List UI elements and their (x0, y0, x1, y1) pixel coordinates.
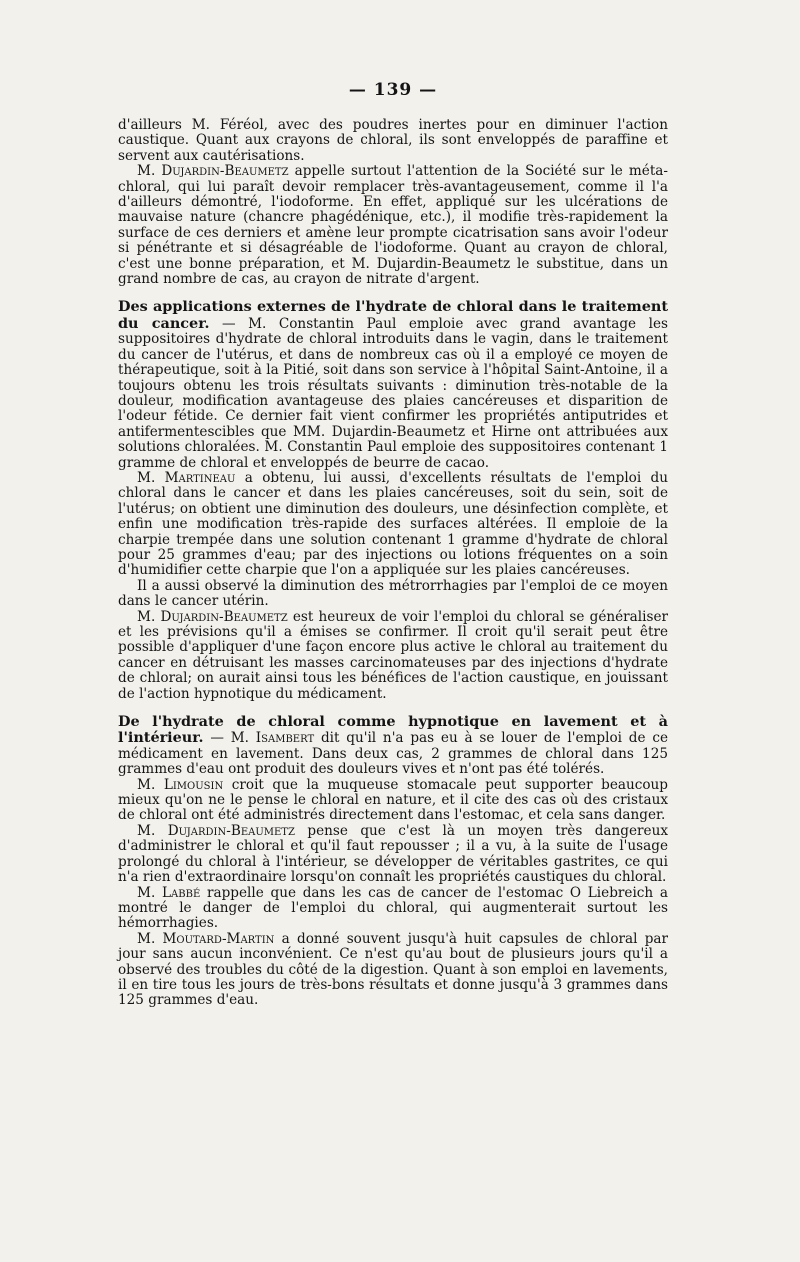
page-number: — 139 — (348, 80, 438, 100)
paragraph-text: est heureux de voir l'emploi du chloral se généraliser et les prévisions qu'il a émises se confirmer. Il croit qu'il serait peut être possible d'appliquer d'une façon encore plus active le chloral au traitement du cancer en détruisant les masses carcinomateuses par des injections d'hydrate de chloral; on aurait ainsi tous les bénéfices de l'action caustique, en jouissant de l'action hypnotique du médicament. (118, 608, 668, 702)
paragraph-text: — M. (203, 730, 256, 747)
paragraph-text: a obtenu, lui aussi, d'excellents résultats de l'emploi du chloral dans le cancer et dans les plaies cancéreuses, soit du sein, soit de l'utérus; on obtient une diminution des douleurs, une désinfection complète, et enfin une modification très-rapide des surfaces altérées. Il emploie de la charpie trempée dans une solution contenant 1 gramme d'hydrate de chloral pour 25 grammes d'eau; par des injections ou lotions fréquentes on a soin d'humidifier cette charpie que l'on a appliquée sur les plaies cancéreuses. (118, 469, 668, 579)
paragraph-4 (118, 471, 668, 579)
paragraph-2 (118, 164, 668, 287)
paragraph-text: rappelle que dans les cas de cancer de l'estomac O Liebreich a montré le danger de l'emploi du chloral, qui augmenterait surtout les hémorrhagies. (118, 884, 668, 932)
paragraph-text: appelle surtout l'attention de la Société sur le méta-chloral, qui lui paraît devoir remplacer très-avantageusement, comme il l'a d'ailleurs démontré, l'iodoforme. En effet, appliqué sur les ulcérations de mauvaise nature (chancre phagédénique, etc.), il modifie très-rapidement la surface de ces derniers et amène leur prompte cicatrisation sans avoir l'odeur si pénétrante et si désagréable de l'iodoforme. Quant au crayon de chloral, c'est une bonne préparation, et M. Dujardin-Beaumetz le substitue, dans un grand nombre de cas, au crayon de nitrate d'argent. (118, 163, 668, 288)
speaker-name: M. Dujardin-Beaumetz (137, 822, 295, 839)
speaker-name: M. Martineau (137, 469, 236, 486)
paragraph-text: dit qu'il n'a pas eu à se louer de l'emploi de ce médicament en lavement. Dans deux cas, 2 grammes de chloral dans 125 grammes d'eau ont produit des douleurs vives et n'ont pas été tolérés. (118, 730, 668, 778)
body-text (118, 118, 668, 1009)
paragraph-5: Il a aussi observé la diminution des métrorrhagies par l'emploi de ce moyen dans le cancer utérin. (118, 577, 668, 610)
speaker-name: M. Dujardin-Beaumetz (137, 163, 289, 180)
speaker-name: Isambert (255, 730, 315, 747)
speaker-name: M. Limousin (137, 776, 224, 793)
paragraph-text: a donné souvent jusqu'à huit capsules de chloral par jour sans aucun inconvénient. Ce n'est qu'au bout de plusieurs jours qu'il a observé des troubles du côté de la digestion. Quant à son emploi en lavements, il en tire tous les jours de très-bons résultats et donne jusqu'à 3 grammes dans 125 grammes d'eau. (118, 930, 668, 1009)
paragraph-11 (118, 932, 668, 1009)
paragraph-1: d'ailleurs M. Féréol, avec des poudres inertes pour en diminuer l'action caustique. Quant aux crayons de chloral, ils sont enveloppés de paraffine et servent aux cautérisations. (118, 117, 668, 164)
paragraph-8 (118, 778, 668, 824)
paragraph-text: pense que c'est là un moyen très dangereux d'administrer le chloral et qu'il faut repousser ; il a vu, à la suite de l'usage prolongé du chloral à l'intérieur, se développer de véritables gastrites, ce qui n'a rien d'extraordinaire lorsqu'on connaît les propriétés caustiques du chloral. (118, 822, 668, 886)
paragraph-6 (118, 610, 668, 702)
section-cancer (118, 299, 668, 470)
paragraph-9 (118, 824, 668, 886)
paragraph-10 (118, 886, 668, 932)
section-hypnotic (118, 714, 668, 778)
speaker-name: M. Labbé (137, 884, 201, 901)
speaker-name: M. Moutard-Martin (137, 930, 275, 947)
paragraph-text: croit que la muqueuse stomacale peut supporter beaucoup mieux qu'on ne le pense le chloral en nature, et il cite des cas où des cristaux de chloral ont été administrés directement dans l'estomac, et cela sans danger. (118, 776, 668, 824)
section-heading-cancer: Des applications externes de l'hydrate de chloral dans le traitement du cancer. (118, 298, 668, 332)
speaker-name: M. Dujardin-Beaumetz (137, 608, 288, 625)
section-heading-hypnotic: De l'hydrate de chloral comme hypnotique en lavement et à l'intérieur. (118, 713, 668, 747)
paragraph-text: — M. Constantin Paul emploie avec grand avantage les suppositoires d'hydrate de chloral introduits dans le vagin, dans le traitement du cancer de l'utérus, et dans de nombreux cas où il a employé ce moyen de thérapeutique, soit à la Pitié, soit dans son service à l'hôpital Saint-Antoine, il a toujours obtenu les trois résultats suivants : diminution très-notable de la douleur, modification avantageuse des plaies cancéreuses et disparition de l'odeur fétide. Ce dernier fait vient confirmer les propriétés antiputrides et antifermentescibles que MM. Dujardin-Beaumetz et Hirne ont attribuées aux solutions chloralées. M. Constantin Paul emploie des suppositoires contenant 1 gramme de chloral et enveloppés de beurre de cacao. (118, 315, 668, 471)
